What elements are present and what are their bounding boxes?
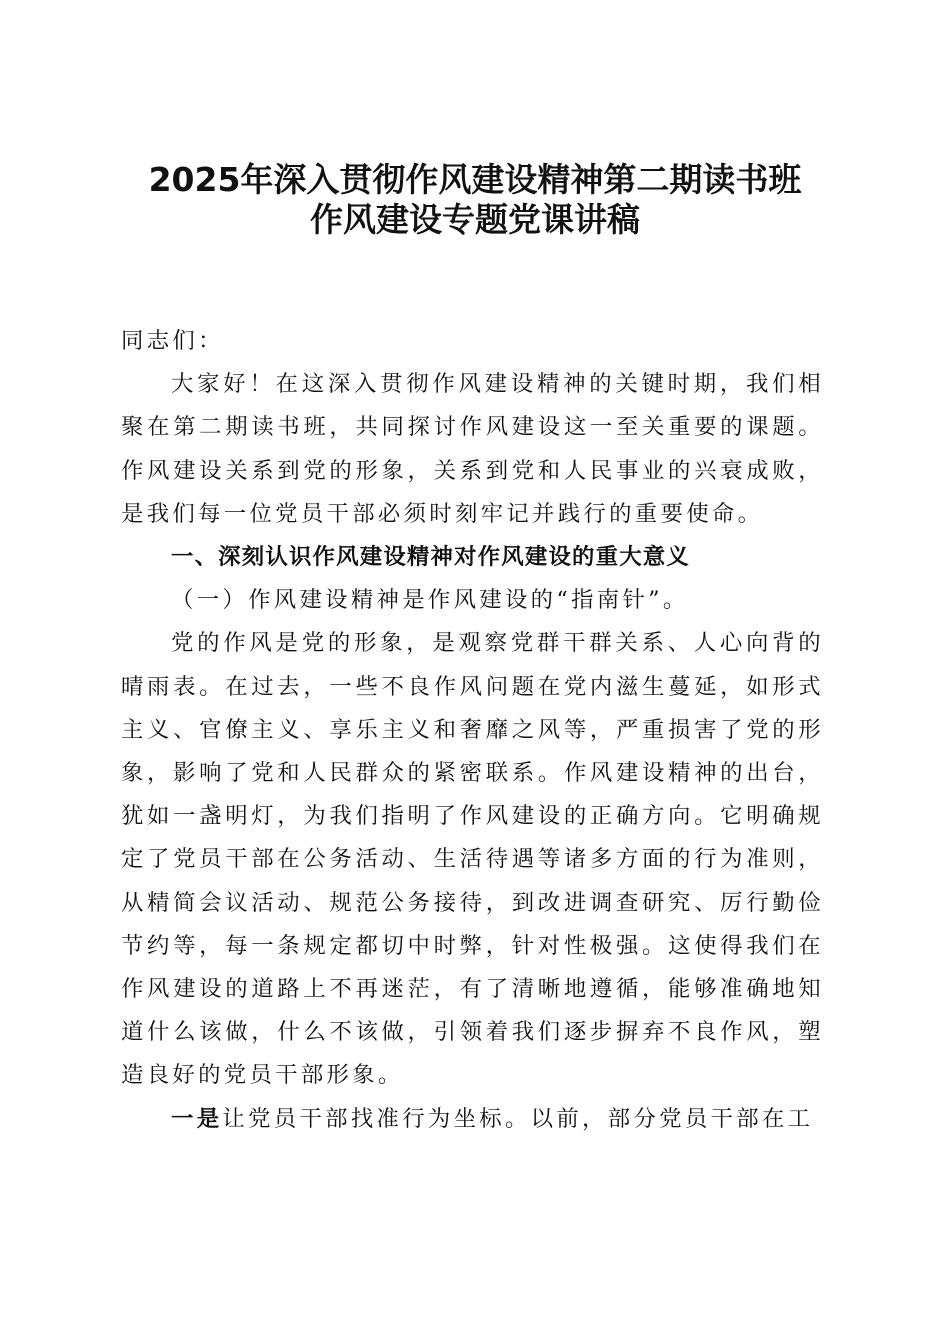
salutation: 同志们： — [121, 328, 224, 354]
document-body — [121, 320, 824, 1141]
document-title-line-1: 2025年深入贯彻作风建设精神第二期读书班 — [148, 160, 802, 199]
document-title-line-2: 作风建设专题党课讲稿 — [310, 200, 640, 239]
body-paragraph-2 — [121, 1098, 824, 1141]
paragraph-2-text: 让党员干部找准行为坐标。以前，部分党员干部在工 — [222, 1105, 814, 1132]
subsection-heading-1: （一）作风建设精神是作风建设的“指南针”。 — [171, 587, 689, 614]
intro-paragraph: 大家好！在这深入贯彻作风建设精神的关键时期，我们相聚在第二期读书班，共同探讨作风建设这一至关重要的课题。作风建设关系到党的形象，关系到党和人民事业的兴衰成败，是我们每一位党员干部必须时刻牢记并践行的重要使命。 — [121, 371, 824, 527]
section-heading-1: 一、深刻认识作风建设精神对作风建设的重大意义 — [171, 544, 690, 571]
paragraph-lead-emphasis: 一是 — [171, 1105, 223, 1132]
body-paragraph-1: 党的作风是党的形象，是观察党群干群关系、人心向背的晴雨表。在过去，一些不良作风问题在党内滋生蔓延，如形式主义、官僚主义、享乐主义和奢靡之风等，严重损害了党的形象，影响了党和人民群众的紧密联系。作风建设精神的出台，犹如一盏明灯，为我们指明了作风建设的正确方向。它明确规定了党员干部在公务活动、生活待遇等诸多方面的行为准则，从精简会议活动、规范公务接待，到改进调查研究、厉行勤俭节约等，每一条规定都切中时弊，针对性极强。这使得我们在作风建设的道路上不再迷茫，有了清晰地遵循，能够准确地知道什么该做，什么不该做，引领着我们逐步摒弃不良作风，塑造良好的党员干部形象。 — [121, 630, 824, 1089]
